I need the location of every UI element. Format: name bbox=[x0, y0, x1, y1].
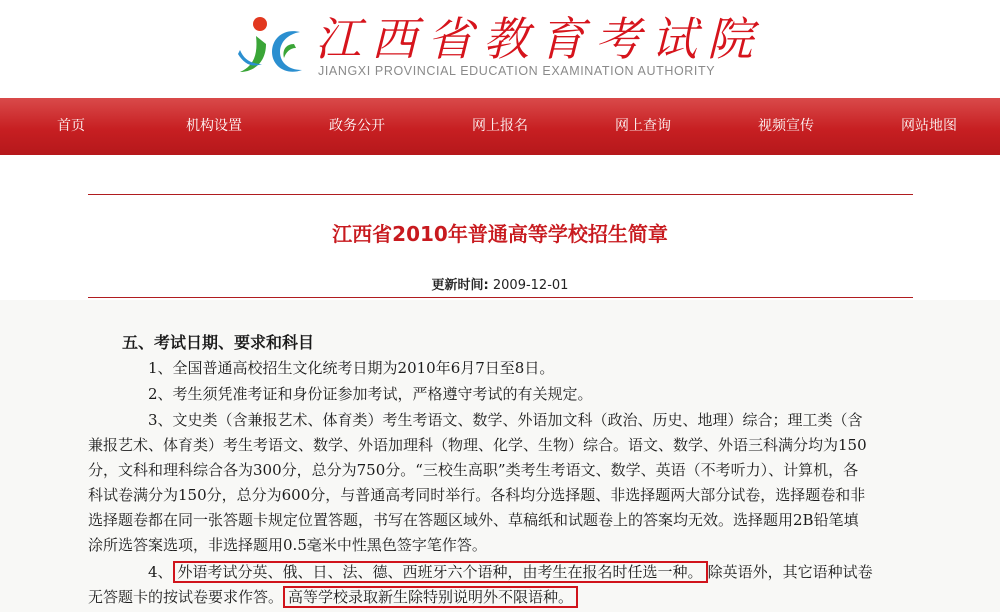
nav-government-affairs[interactable]: 政务公开 bbox=[329, 118, 385, 134]
paragraph-3-line-6: 涂所选答案选项，非选择题用0.5毫米中性黑色签字笔作答。 bbox=[88, 536, 487, 554]
nav-home[interactable]: 首页 bbox=[57, 118, 85, 134]
nav-online-query[interactable]: 网上查询 bbox=[615, 118, 671, 134]
paragraph-1: 1、全国普通高校招生文化统考日期为2010年6月7日至8日。 bbox=[148, 359, 555, 377]
paragraph-4-line-1 bbox=[148, 560, 973, 585]
paragraph-3-line-2: 兼报艺术、体育类）考生考语文、数学、外语加理科（物理、化学、生物）综合。语文、数学、外语三科满分均为150 bbox=[88, 436, 867, 454]
logo-chinese-name: 江西省教育考试院 bbox=[315, 12, 763, 66]
bottom-divider bbox=[88, 297, 913, 298]
highlight-box-languages: 外语考试分英、俄、日、法、德、西班牙六个语种，由考生在报名时任选一种。 bbox=[173, 561, 708, 583]
main-nav bbox=[0, 98, 1000, 155]
article-title: 江西省2010年普通高等学校招生简章 bbox=[332, 222, 668, 246]
nav-site-map[interactable]: 网站地图 bbox=[901, 118, 957, 134]
jx-logo-icon[interactable] bbox=[232, 14, 304, 80]
paragraph-3-line-4: 科试卷满分为150分，总分为600分，与普通高考同时举行。各科均分选择题、非选择题两大部分试卷，选择题卷和非 bbox=[88, 486, 866, 504]
paragraph-4-line-2-text: 无答题卡的按试卷要求作答。 bbox=[88, 588, 284, 606]
top-divider bbox=[88, 194, 913, 195]
paragraph-3-line-1: 3、文史类（含兼报艺术、体育类）考生考语文、数学、外语加文科（政治、历史、地理）综合；理工类（含 bbox=[148, 411, 863, 429]
paragraph-4-tail: 除英语外，其它语种试卷 bbox=[707, 563, 873, 581]
paragraph-4-number: 4、 bbox=[148, 563, 173, 581]
article-header bbox=[0, 155, 1000, 300]
nav-organization[interactable]: 机构设置 bbox=[186, 118, 242, 134]
nav-video-promotion[interactable]: 视频宣传 bbox=[758, 118, 814, 134]
update-label: 更新时间: bbox=[431, 278, 489, 293]
paragraph-3-line-3: 分，文科和理科综合各为300分，总分为750分。“三校生高职”类考生考语文、数学、英语（不考听力）、计算机，各 bbox=[88, 461, 859, 479]
scanned-document bbox=[0, 300, 1000, 612]
paragraph-4-line-2 bbox=[88, 585, 913, 610]
site-header bbox=[0, 0, 1000, 98]
paragraph-3-line-5: 选择题卷都在同一张答题卡规定位置答题，书写在答题区域外、草稿纸和试题卷上的答案均无效。选择题用2B铅笔填 bbox=[88, 511, 859, 529]
highlight-box-admission: 高等学校录取新生除特别说明外不限语种。 bbox=[283, 586, 578, 608]
update-date: 2009-12-01 bbox=[492, 278, 569, 293]
paragraph-2: 2、考生须凭准考证和身份证参加考试，严格遵守考试的有关规定。 bbox=[148, 385, 593, 403]
logo-english-name: JIANGXI PROVINCIAL EDUCATION EXAMINATION AUTHORITY bbox=[318, 64, 716, 78]
section-heading: 五、考试日期、要求和科目 bbox=[122, 333, 315, 352]
update-time bbox=[0, 274, 1000, 293]
nav-online-registration[interactable]: 网上报名 bbox=[472, 118, 528, 134]
